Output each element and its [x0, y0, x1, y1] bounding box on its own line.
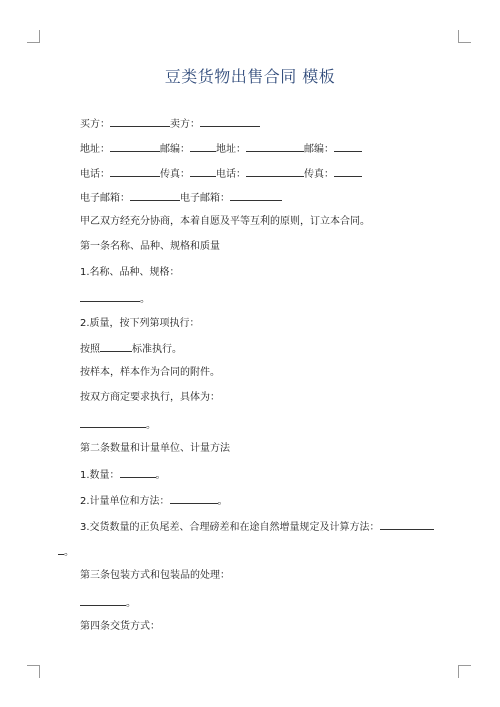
standard-line: [80, 342, 182, 356]
article-3-heading: 第三条包装方式和包装品的处理：: [80, 570, 230, 581]
crop-mark-bottom-right: [458, 665, 471, 678]
packaging-fill-end: 。: [126, 598, 136, 609]
requirements-fill-line: [80, 418, 156, 432]
zip-label-1: 邮编：: [160, 144, 190, 155]
unit-method-blank: [170, 494, 218, 504]
tolerance-end: 。: [64, 547, 74, 558]
requirements-blank: [80, 418, 146, 428]
quantity-end: 。: [155, 470, 166, 481]
document-title: 豆类货物出售合同 模板: [164, 67, 336, 86]
item-name-variety-spec: 1.名称、品种、规格：: [80, 267, 180, 278]
crop-mark-top-left: [27, 30, 40, 43]
standard-prefix: 按照: [80, 344, 100, 355]
quality-item: 2.质量，按下列第项执行：: [80, 318, 200, 329]
email-line: [80, 191, 282, 205]
standard-blank: [100, 342, 132, 352]
unit-method-label: 2.计量单位和方法：: [80, 496, 170, 507]
tolerance-continuation: [58, 543, 74, 558]
article-4-heading: 第四条交货方式：: [80, 621, 160, 632]
packaging-blank: [80, 596, 126, 606]
phone-blank-2: [246, 167, 304, 177]
buyer-seller-line: [80, 117, 260, 131]
crop-mark-bottom-left: [27, 665, 40, 678]
tolerance-blank: [380, 520, 434, 530]
tolerance-line: [80, 520, 434, 534]
buyer-blank: [110, 117, 170, 127]
fax-blank-1: [190, 167, 216, 177]
phone-label-2: 电话：: [216, 169, 246, 180]
unit-method-end: 。: [217, 496, 228, 507]
packaging-fill-line: [80, 596, 136, 610]
email-label-2: 电子邮箱：: [180, 193, 230, 204]
name-fill-line: [80, 292, 150, 306]
phone-label-1: 电话：: [80, 169, 110, 180]
address-blank-2: [246, 142, 304, 152]
zip-label-2: 邮编：: [304, 144, 334, 155]
quantity-label: 1.数量：: [80, 470, 120, 481]
seller-label: 卖方：: [170, 119, 200, 130]
name-blank: [80, 292, 140, 302]
requirements-fill-end: 。: [146, 420, 156, 431]
seller-blank: [200, 117, 260, 127]
email-blank-2: [230, 191, 282, 201]
tolerance-label: 3.交货数量的正负尾差、合理磅差和在途自然增量规定及计算方法：: [80, 522, 380, 533]
sample-line: 按样本，样本作为合同的附件。: [80, 367, 220, 378]
buyer-label: 买方：: [80, 119, 110, 130]
phone-fax-line: [80, 167, 362, 181]
email-blank-1: [130, 191, 180, 201]
phone-blank-1: [110, 167, 160, 177]
address-blank-1: [110, 142, 160, 152]
unit-method-line: [80, 494, 228, 508]
address-label-2: 地址：: [216, 144, 246, 155]
fax-blank-2: [334, 167, 362, 177]
email-label-1: 电子邮箱：: [80, 193, 130, 204]
article-1-heading: 第一条名称、品种、规格和质量: [80, 241, 220, 252]
fax-label-1: 传真：: [160, 169, 190, 180]
zip-blank-2: [334, 142, 362, 152]
crop-mark-top-right: [458, 30, 471, 43]
address-label-1: 地址：: [80, 144, 110, 155]
agreed-requirements-line: 按双方商定要求执行，具体为：: [80, 392, 220, 403]
zip-blank-1: [190, 142, 216, 152]
article-2-heading: 第二条数量和计量单位、计量方法: [80, 443, 230, 454]
preamble-paragraph: 甲乙双方经充分协商，本着自愿及平等互利的原则，订立本合同。: [80, 216, 370, 227]
quantity-blank: [120, 468, 156, 478]
address-line: [80, 142, 362, 156]
standard-suffix: 标准执行。: [132, 344, 182, 355]
quantity-line: [80, 468, 166, 482]
fax-label-2: 传真：: [304, 169, 334, 180]
name-fill-end: 。: [140, 294, 150, 305]
